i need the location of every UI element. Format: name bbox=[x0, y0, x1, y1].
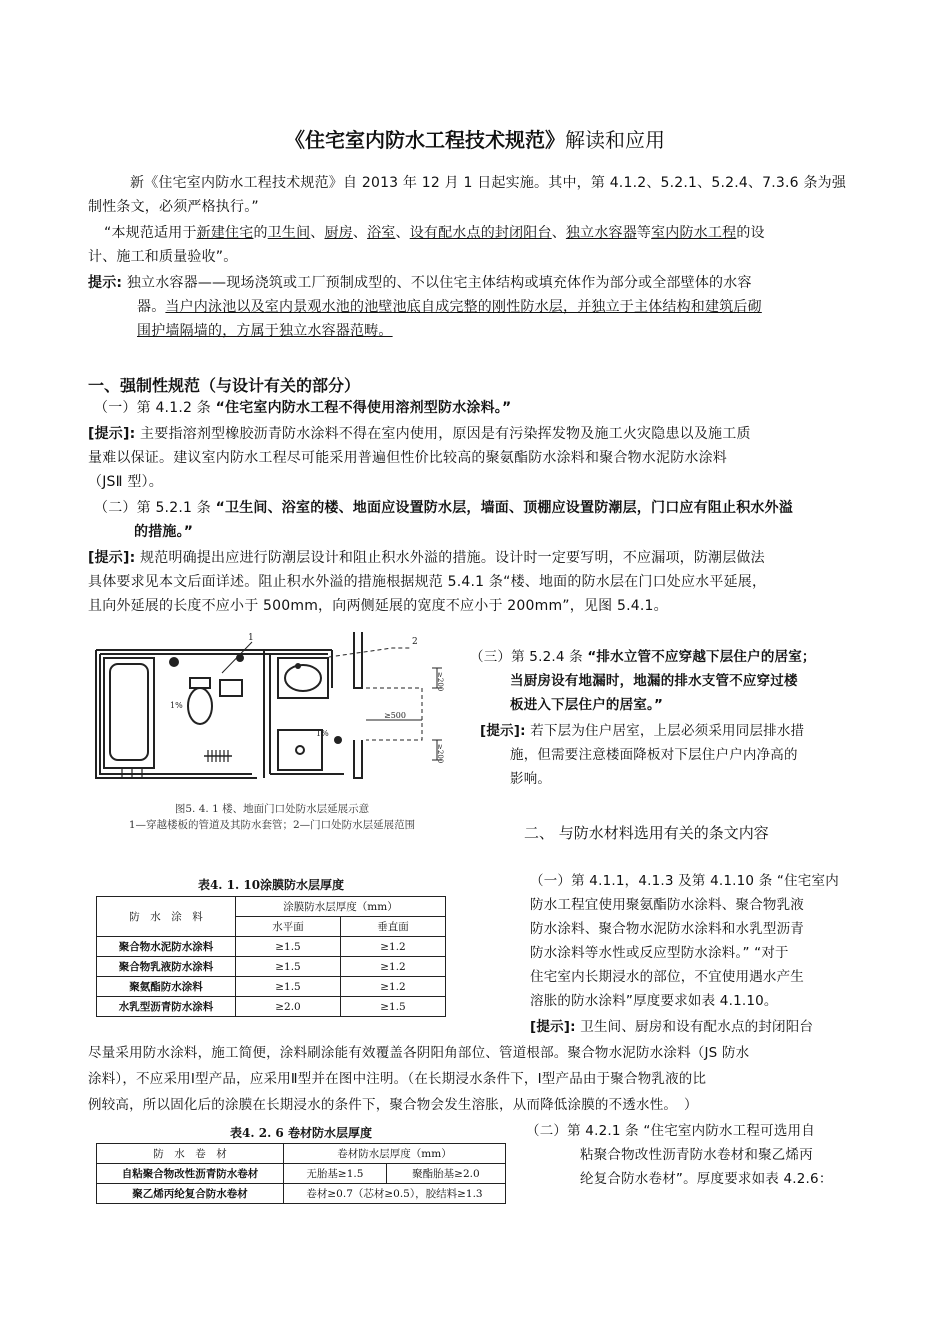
figure-caption-2: 1—穿越楼板的管道及其防水套管；2—门口处防水层延展范围 bbox=[128, 819, 416, 831]
table-row: 聚乙烯丙纶复合防水卷材 卷材≥0.7（芯材≥0.5），胶结料≥1.3 bbox=[97, 1184, 506, 1204]
clause-5-line-3: 纶复合防水卷材”。厚度要求如表 4.2.6： bbox=[580, 1171, 833, 1187]
tip5-line-3: 涂料），不应采用Ⅰ型产品，应采用Ⅱ型并在图中注明。（在长期浸水条件下，Ⅰ型产品由于聚合物乳液的比 bbox=[88, 1071, 707, 1087]
title-bold: 《住宅室内防水工程技术规范》 bbox=[285, 128, 565, 152]
tip5-line-2: 尽量采用防水涂料，施工简便，涂料刷涂能有效覆盖各阴阳角部位、管道根部。聚合物水泥防水涂料（JS 防水 bbox=[88, 1045, 750, 1061]
clause-2-line-1: （二）第 5.2.1 条 “卫生间、浴室的楼、地面应设置防水层，墙面、顶棚应设置防潮层，门口应有阻止积水外溢 bbox=[94, 500, 793, 516]
table1-col-horizontal: 水平面 bbox=[236, 917, 341, 937]
tip4-line-2: 施，但需要注意楼面降板对下层住户户内净高的 bbox=[510, 747, 798, 763]
table2-col-thickness: 卷材防水层厚度（mm） bbox=[284, 1144, 506, 1164]
clause-5-line-2: 粘聚合物改性沥青防水卷材和聚乙烯丙 bbox=[580, 1147, 813, 1163]
tip1-line-1: 提示: 独立水容器——现场浇筑或工厂预制成型的、不以住宅主体结构或填充体作为部分或全部壁体的水容 bbox=[88, 275, 752, 291]
clause-3-line-2: 当厨房设有地漏时，地漏的排水支管不应穿过楼 bbox=[510, 673, 798, 689]
table2-col-material: 防 水 卷 材 bbox=[97, 1144, 284, 1164]
title-rest: 解读和应用 bbox=[565, 128, 665, 152]
table1-caption: 表4. 1. 10涂膜防水层厚度 bbox=[197, 878, 345, 892]
table1-col-material: 防 水 涂 料 bbox=[97, 897, 236, 937]
table1-col-vertical: 垂直面 bbox=[340, 917, 445, 937]
clause-2-line-2: 的措施。” bbox=[134, 524, 194, 540]
slope-label-1: 1% bbox=[170, 701, 183, 710]
coating-thickness-table bbox=[96, 896, 446, 1017]
table-row: 水乳型沥青防水涂料 ≥2.0 ≥1.5 bbox=[97, 997, 446, 1017]
dim-label-bot: ≥200 bbox=[436, 744, 444, 764]
tip3-line-1: [提示]: 规范明确提出应进行防潮层设计和阻止积水外溢的措施。设计时一定要写明，不应漏项，防潮层做法 bbox=[88, 550, 765, 566]
table2-caption: 表4. 2. 6 卷材防水层厚度 bbox=[230, 1126, 372, 1140]
tip5-line-4: 例较高，所以固化后的涂膜在长期浸水的条件下，聚合物会发生溶胀，从而降低涂膜的不透水性。 ） bbox=[88, 1097, 698, 1113]
clause-4-line-4: 防水涂料等水性或反应型防水涂料。” “对于 bbox=[530, 945, 789, 961]
floor-plan-figure bbox=[92, 628, 452, 813]
scope-line-2: 计、施工和质量验收”。 bbox=[88, 249, 238, 265]
table-row: 聚合物乳液防水涂料 ≥1.5 ≥1.2 bbox=[97, 957, 446, 977]
clause-4-line-1: （一）第 4.1.1，4.1.3 及第 4.1.10 条 “住宅室内 bbox=[530, 873, 839, 889]
tip1-line-3: 围护墙隔墙的，方属于独立水容器范畴。 bbox=[137, 323, 393, 339]
table1-col-group: 涂膜防水层厚度（mm） bbox=[236, 897, 446, 917]
tip2-line-3: （JSⅡ 型）。 bbox=[88, 474, 163, 490]
clause-4-line-3: 防水涂料、聚合物水泥防水涂料和水乳型沥青 bbox=[530, 921, 804, 937]
clause-4-line-2: 防水工程宜使用聚氨酯防水涂料、聚合物乳液 bbox=[530, 897, 804, 913]
dim-label-top: ≥200 bbox=[436, 672, 444, 692]
clause-3-line-3: 板进入下层住户的居室。” bbox=[510, 697, 664, 713]
tip2-line-1: [提示]: 主要指溶剂型橡胶沥青防水涂料不得在室内使用，原因是有污染挥发物及施工火灾隐患以及施工质 bbox=[88, 426, 751, 442]
intro-line-1: 新《住宅室内防水工程技术规范》自 2013 年 12 月 1 日起实施。其中，第 4.1.2、5.2.1、5.2.4、7.3.6 条为强 bbox=[130, 175, 847, 191]
clause-3-line-1: （三）第 5.2.4 条 “排水立管不应穿越下层住户的居室； bbox=[470, 649, 816, 665]
scope-line-1: “本规范适用于新建住宅的卫生间、厨房、浴室、设有配水点的封闭阳台、独立水容器等室内防水工程的设 bbox=[104, 225, 765, 241]
tip3-line-3: 且向外延展的长度不应小于 500mm，向两侧延展的宽度不应小于 200mm”，见图 5.4.1。 bbox=[88, 598, 668, 614]
membrane-thickness-table bbox=[96, 1143, 506, 1204]
tip2-line-2: 量难以保证。建议室内防水工程尽可能采用普遍但性价比较高的聚氨酯防水涂料和聚合物水泥防水涂料 bbox=[88, 450, 727, 466]
intro-line-2: 制性条文，必须严格执行。” bbox=[88, 199, 259, 215]
clause-4-line-6: 溶胀的防水涂料”厚度要求如表 4.1.10。 bbox=[530, 993, 778, 1009]
slope-label-2: 1% bbox=[316, 729, 329, 738]
clause-4-line-5: 住宅室内长期浸水的部位，不宜使用遇水产生 bbox=[530, 969, 804, 985]
clause-5-line-1: （二）第 4.2.1 条 “住宅室内防水工程可选用自 bbox=[526, 1123, 815, 1139]
dim-label-mid: ≥500 bbox=[384, 711, 406, 720]
page-title bbox=[0, 124, 950, 153]
figure-label-1: 1 bbox=[248, 633, 254, 643]
tip4-line-1: [提示]: 若下层为住户居室，上层必须采用同层排水措 bbox=[480, 723, 805, 739]
tip5-line-1: [提示]: 卫生间、厨房和设有配水点的封闭阳台 bbox=[530, 1019, 814, 1035]
table-row: 聚氨酯防水涂料 ≥1.5 ≥1.2 bbox=[97, 977, 446, 997]
section-heading-2: 二、 与防水材料选用有关的条文内容 bbox=[524, 824, 769, 842]
figure-caption-1: 图5. 4. 1 楼、地面门口处防水层延展示意 bbox=[174, 803, 370, 815]
table-row: 自粘聚合物改性沥青防水卷材 无胎基≥1.5 聚酯胎基≥2.0 bbox=[97, 1164, 506, 1184]
tip1-line-2: 器。当户内泳池以及室内景观水池的池壁池底自成完整的刚性防水层，并独立于主体结构和建筑后砌 bbox=[137, 299, 762, 315]
clause-1: （一）第 4.1.2 条 “住宅室内防水工程不得使用溶剂型防水涂料。” bbox=[94, 400, 512, 416]
tip3-line-2: 具体要求见本文后面详述。阻止积水外溢的措施根据规范 5.4.1 条“楼、地面的防水层在门口处应水平延展， bbox=[88, 574, 767, 590]
section-heading-1: 一、强制性规范（与设计有关的部分） bbox=[88, 376, 361, 395]
figure-label-2: 2 bbox=[412, 637, 418, 647]
table-row: 聚合物水泥防水涂料 ≥1.5 ≥1.2 bbox=[97, 937, 446, 957]
tip4-line-3: 影响。 bbox=[510, 771, 552, 787]
